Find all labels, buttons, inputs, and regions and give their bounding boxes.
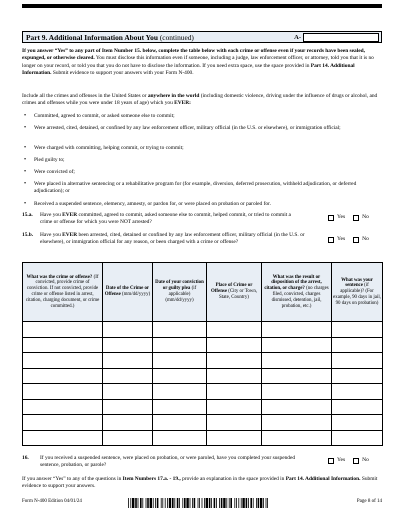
table-cell[interactable] [207,430,262,446]
table-cell[interactable] [332,322,383,338]
page-number: Page 8 of 14 [356,499,382,504]
a-number-field[interactable] [303,33,379,42]
barcode-image [128,498,268,508]
table-cell[interactable] [207,368,262,384]
table-cell[interactable] [262,430,332,446]
checkbox[interactable] [353,215,359,221]
col-header: What was the crime or offense? (If convicted, provide crime of conviction. If not convicted, provide crime or offense listed in arrest, citation, charging document, or crime committed.) [23,263,103,322]
a-number-label: A- [294,33,301,41]
table-cell[interactable] [332,384,383,400]
table-cell[interactable] [103,399,153,415]
closing-paragraph: If you answer “Yes” to any of the questions in Item Numbers 17.a. - 19., provide an explanation in the space provided in Part 14. Additional Information. Submit evidence to support your answers. [22,476,378,490]
table-cell[interactable] [207,384,262,400]
no-option[interactable]: No [353,214,369,221]
table-cell[interactable] [103,322,153,338]
table-cell[interactable] [103,415,153,431]
col-header: What was your sentence (if applicable)? (For example, 90 days in jail, 90 days on probation) [332,263,383,322]
no-option[interactable]: No [353,457,369,464]
part-continued: (continued) [159,33,194,42]
offense-table [22,262,383,446]
yes-option[interactable]: Yes [328,236,345,243]
table-cell[interactable] [153,353,207,369]
intro-paragraph-1: If you answer “Yes” to any part of Item Number 15. below, complete the table below with each crime or offense even if your records have been sealed, expunged, or otherwise cleared. You must disclose this information even if someone, including a judge, law enforcement officer, or attorney, told you that it is no longer on your record, or told you that you do not have to disclose the information. If you need extra space, use the space provided in Part 14. Additional Information. Submit evidence to support your answers with your Form N-400. [22,48,374,77]
table-cell[interactable] [332,368,383,384]
table-cell[interactable] [262,368,332,384]
top-rule [22,4,382,8]
table-row [23,368,383,384]
table-cell[interactable] [262,399,332,415]
table-row [23,337,383,353]
table-cell[interactable] [262,384,332,400]
col-header: Date of your conviction or guilty plea (if applicable) (mm/dd/yyyy) [153,263,207,322]
checkbox[interactable] [328,215,334,221]
q15a-yes-no [328,214,377,221]
question-number: 15.b. [22,232,34,238]
table-cell[interactable] [23,384,103,400]
table-cell[interactable] [103,353,153,369]
table-cell[interactable] [23,337,103,353]
question-number: 16. [22,455,29,461]
table-cell[interactable] [103,368,153,384]
table-cell[interactable] [103,337,153,353]
table-cell[interactable] [153,415,207,431]
table-header-row [23,263,383,322]
table-cell[interactable] [332,430,383,446]
no-option[interactable]: No [353,236,369,243]
question-text: Have you EVER committed, agreed to commit, asked someone else to commit, helped commit, or tried to commit a crime or offense for which you were NOT arrested? [40,212,291,226]
checkbox[interactable] [353,237,359,243]
table-cell[interactable] [332,337,383,353]
question-text: Have you EVER been arrested, cited, detained or confined by any law enforcement officer, military official (in the U.S. or elsewhere), or immigration official for any reason, or been charged with a crime or offense? [40,232,305,246]
table-row [23,399,383,415]
table-cell[interactable] [23,415,103,431]
table-cell[interactable] [23,368,103,384]
table-cell[interactable] [262,415,332,431]
table-cell[interactable] [103,384,153,400]
checkbox[interactable] [353,458,359,464]
table-cell[interactable] [207,415,262,431]
question-text: If you received a suspended sentence, were placed on probation, or were paroled, have you completed your suspended sentence, probation, or parole? [40,455,296,469]
intro-paragraph-2: Include all the crimes and offenses in the United States or anywhere in the world (including domestic violence, driving under the influence of drugs or alcohol, and crimes and offenses while you were under 18 years of age) which you EVER: [22,93,378,107]
table-cell[interactable] [153,430,207,446]
table-cell[interactable] [153,337,207,353]
a-number-block [294,32,379,43]
table-row [23,384,383,400]
col-header: Place of Crime or Offense (City or Town, State, Country) [207,263,262,322]
col-header: Date of the Crime or Offense (mm/dd/yyyy) [103,263,153,322]
table-cell[interactable] [207,337,262,353]
table-cell[interactable] [262,322,332,338]
part-title: Part 9. Additional Information About You [26,33,158,42]
table-cell[interactable] [332,399,383,415]
table-cell[interactable] [103,430,153,446]
table-cell[interactable] [23,353,103,369]
table-cell[interactable] [262,353,332,369]
table-cell[interactable] [23,322,103,338]
table-row [23,430,383,446]
part-header [22,31,382,43]
q15b-yes-no [328,236,377,243]
question-number: 15.a. [22,212,33,218]
table-cell[interactable] [153,399,207,415]
table-cell[interactable] [153,368,207,384]
checkbox[interactable] [328,458,334,464]
table-cell[interactable] [207,322,262,338]
table-cell[interactable] [23,399,103,415]
table-cell[interactable] [207,353,262,369]
table-cell[interactable] [207,399,262,415]
form-edition: Form N-400 Edition 04/01/24 [22,499,82,504]
table-row [23,353,383,369]
table-row [23,415,383,431]
table-cell[interactable] [332,353,383,369]
table-cell[interactable] [262,337,332,353]
form-page: Part 9. Additional Information About You (continued) A- If you answer “Yes” to any part of Item Number 15. below, complete the table below with each crime or offense even if your records have been sealed, expunged, or otherwise cleared. You must disclose this information even if someone, including a judge, law enforcement officer, or attorney, told you that it is no longer on your record, or told you that you do not have to disclose the information. If you need extra space, use the space provided in Part 14. Additional Information. Submit evidence to support your answers with your Form N-400. Include all the crimes and offenses in the United States or anywhere in the world (including domestic violence, driving under the influence of drugs or alcohol, and crimes and offenses while you were under 18 years of age) which you EVER: • Committed, agreed to commit, or asked someone else to commit; • Were arrested, cited, detained, or confined by any law enforcement officer, military official (in the U.S. or elsewhere), or immigration official; • Were charged with committing, helping commit, or trying to commit; • Pled guilty to; • Were convicted of; • Were placed in alternative sentencing or a rehabilitative program for (for example, diversion, deferred prosecution, withheld adjudication, or deferred adjudication); or • Received a suspended sentence, elemency, amnesty, or pardon for, or were placed on probation or paroled for. 15.a. Have you EVER committed, agreed to commit, asked someone else to commit, helped commit, or tried to commit a crime or offense for which you were NOT arrested? Yes No 15.b. Have you EVER been arrested, cited, detained or confined by any law enforcement officer, military official (in the U.S. or elsewhere), or immigration official for any reason, or been charged with a crime or offense? Yes No What was the crime or offense? (If convicted, provide crime of conviction. If not convicted, provide crime or offense listed in arrest, citation, charging document, or crime committed.) Date of the Crime or Offense (mm/dd/yyyy) Date of your conviction or guilty plea (if applicable) (mm/dd/yyyy) Place of Crime or Offense (City or Town, State, Country) What was the result or disposition of the arrest, citation, or charge? (no charges filed, convicted, charges dismissed, detention, jail, probation, etc.) What was your sentence (if applicable)? (For example, 90 days in jail, 90 days on probation) 16. If you received a suspended sentence, were placed on probation, or were paroled, have you completed your suspended sentence, probation, or parole? Yes No If you answer “Yes” to any of the questions in Item Numbers 17.a. - 19., provide an explanation in the space provided in Part 14. Additional Information. Submit evidence to support your answers. Form N-400 Edition 04/01/24 Page 8 of 14 [0,0,402,520]
yes-option[interactable]: Yes [328,457,345,464]
table-cell[interactable] [23,430,103,446]
table-cell[interactable] [153,384,207,400]
table-cell[interactable] [153,322,207,338]
checkbox[interactable] [328,237,334,243]
yes-option[interactable]: Yes [328,214,345,221]
table-row [23,322,383,338]
col-header: What was the result or disposition of the arrest, citation, or charge? (no charges filed, convicted, charges dismissed, detention, jail, probation, etc.) [262,263,332,322]
q16-yes-no [328,457,377,464]
table-cell[interactable] [332,415,383,431]
